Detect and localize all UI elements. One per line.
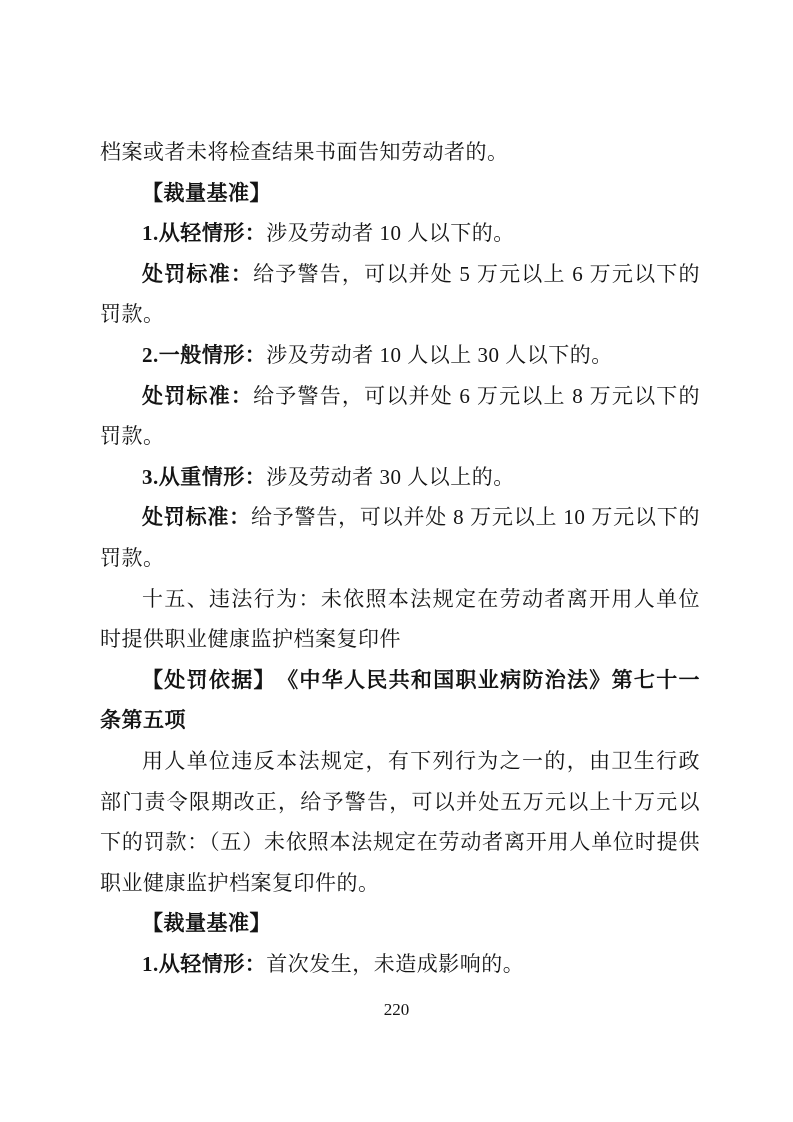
heading-discretion-basis-1 xyxy=(100,173,700,214)
page-number: 220 xyxy=(383,1000,410,1019)
label-run: 1.从轻情形： xyxy=(142,221,267,246)
label-run: 处罚标准： xyxy=(142,505,251,530)
text-run: 用人单位违反本法规定，有下列行为之一的，由卫生行政部门责令限期改正，给予警告，可以并处五万元以上十万元以下的罚款：（五）未依照本法规定在劳动者离开用人单位时提供职业健康监护档案复印件的。 xyxy=(100,748,700,895)
item-light-circumstance-2 xyxy=(100,944,700,985)
item-penalty-standard-2 xyxy=(100,376,700,457)
label-run: 【裁量基准】 xyxy=(142,180,271,205)
heading-discretion-basis-2 xyxy=(100,903,700,944)
label-run: 处罚标准： xyxy=(142,261,254,286)
label-run: 3.从重情形： xyxy=(142,464,267,489)
label-run: 1.从轻情形： xyxy=(142,951,267,976)
item-heavy-circumstance xyxy=(100,457,700,498)
label-run: 【裁量基准】 xyxy=(142,911,271,936)
item-general-circumstance xyxy=(100,335,700,376)
continuation-paragraph xyxy=(100,132,700,173)
text-run: 涉及劳动者 10 人以上 30 人以下的。 xyxy=(266,342,613,367)
label-run: 【处罚依据】 《中华人民共和国职业病防治法》第七十一条第五项 xyxy=(100,667,700,733)
item-penalty-standard-3 xyxy=(100,497,700,578)
text-run: 档案或者未将检查结果书面告知劳动者的。 xyxy=(100,140,509,164)
item-light-circumstance-1 xyxy=(100,213,700,254)
text-run: 十五、违法行为：未依照本法规定在劳动者离开用人单位时提供职业健康监护档案复印件 xyxy=(100,586,700,652)
text-run: 给予警告，可以并处 5 万元以上 6 万元以下的罚款。 xyxy=(100,261,701,327)
text-run: 涉及劳动者 30 人以上的。 xyxy=(266,464,515,489)
label-run: 2.一般情形： xyxy=(142,342,267,367)
legal-provision-body xyxy=(100,741,700,903)
label-run: 处罚标准： xyxy=(142,383,254,408)
text-run: 首次发生，未造成影响的。 xyxy=(266,951,525,976)
text-run: 涉及劳动者 10 人以下的。 xyxy=(266,221,515,246)
violation-15-heading xyxy=(100,579,700,660)
text-run: 给予警告，可以并处 8 万元以上 10 万元以下的罚款。 xyxy=(100,505,701,570)
item-penalty-standard-1 xyxy=(100,254,700,335)
document-text-body xyxy=(100,132,700,984)
text-run: 给予警告，可以并处 6 万元以上 8 万元以下的罚款。 xyxy=(100,383,701,449)
penalty-basis-heading xyxy=(100,660,700,741)
